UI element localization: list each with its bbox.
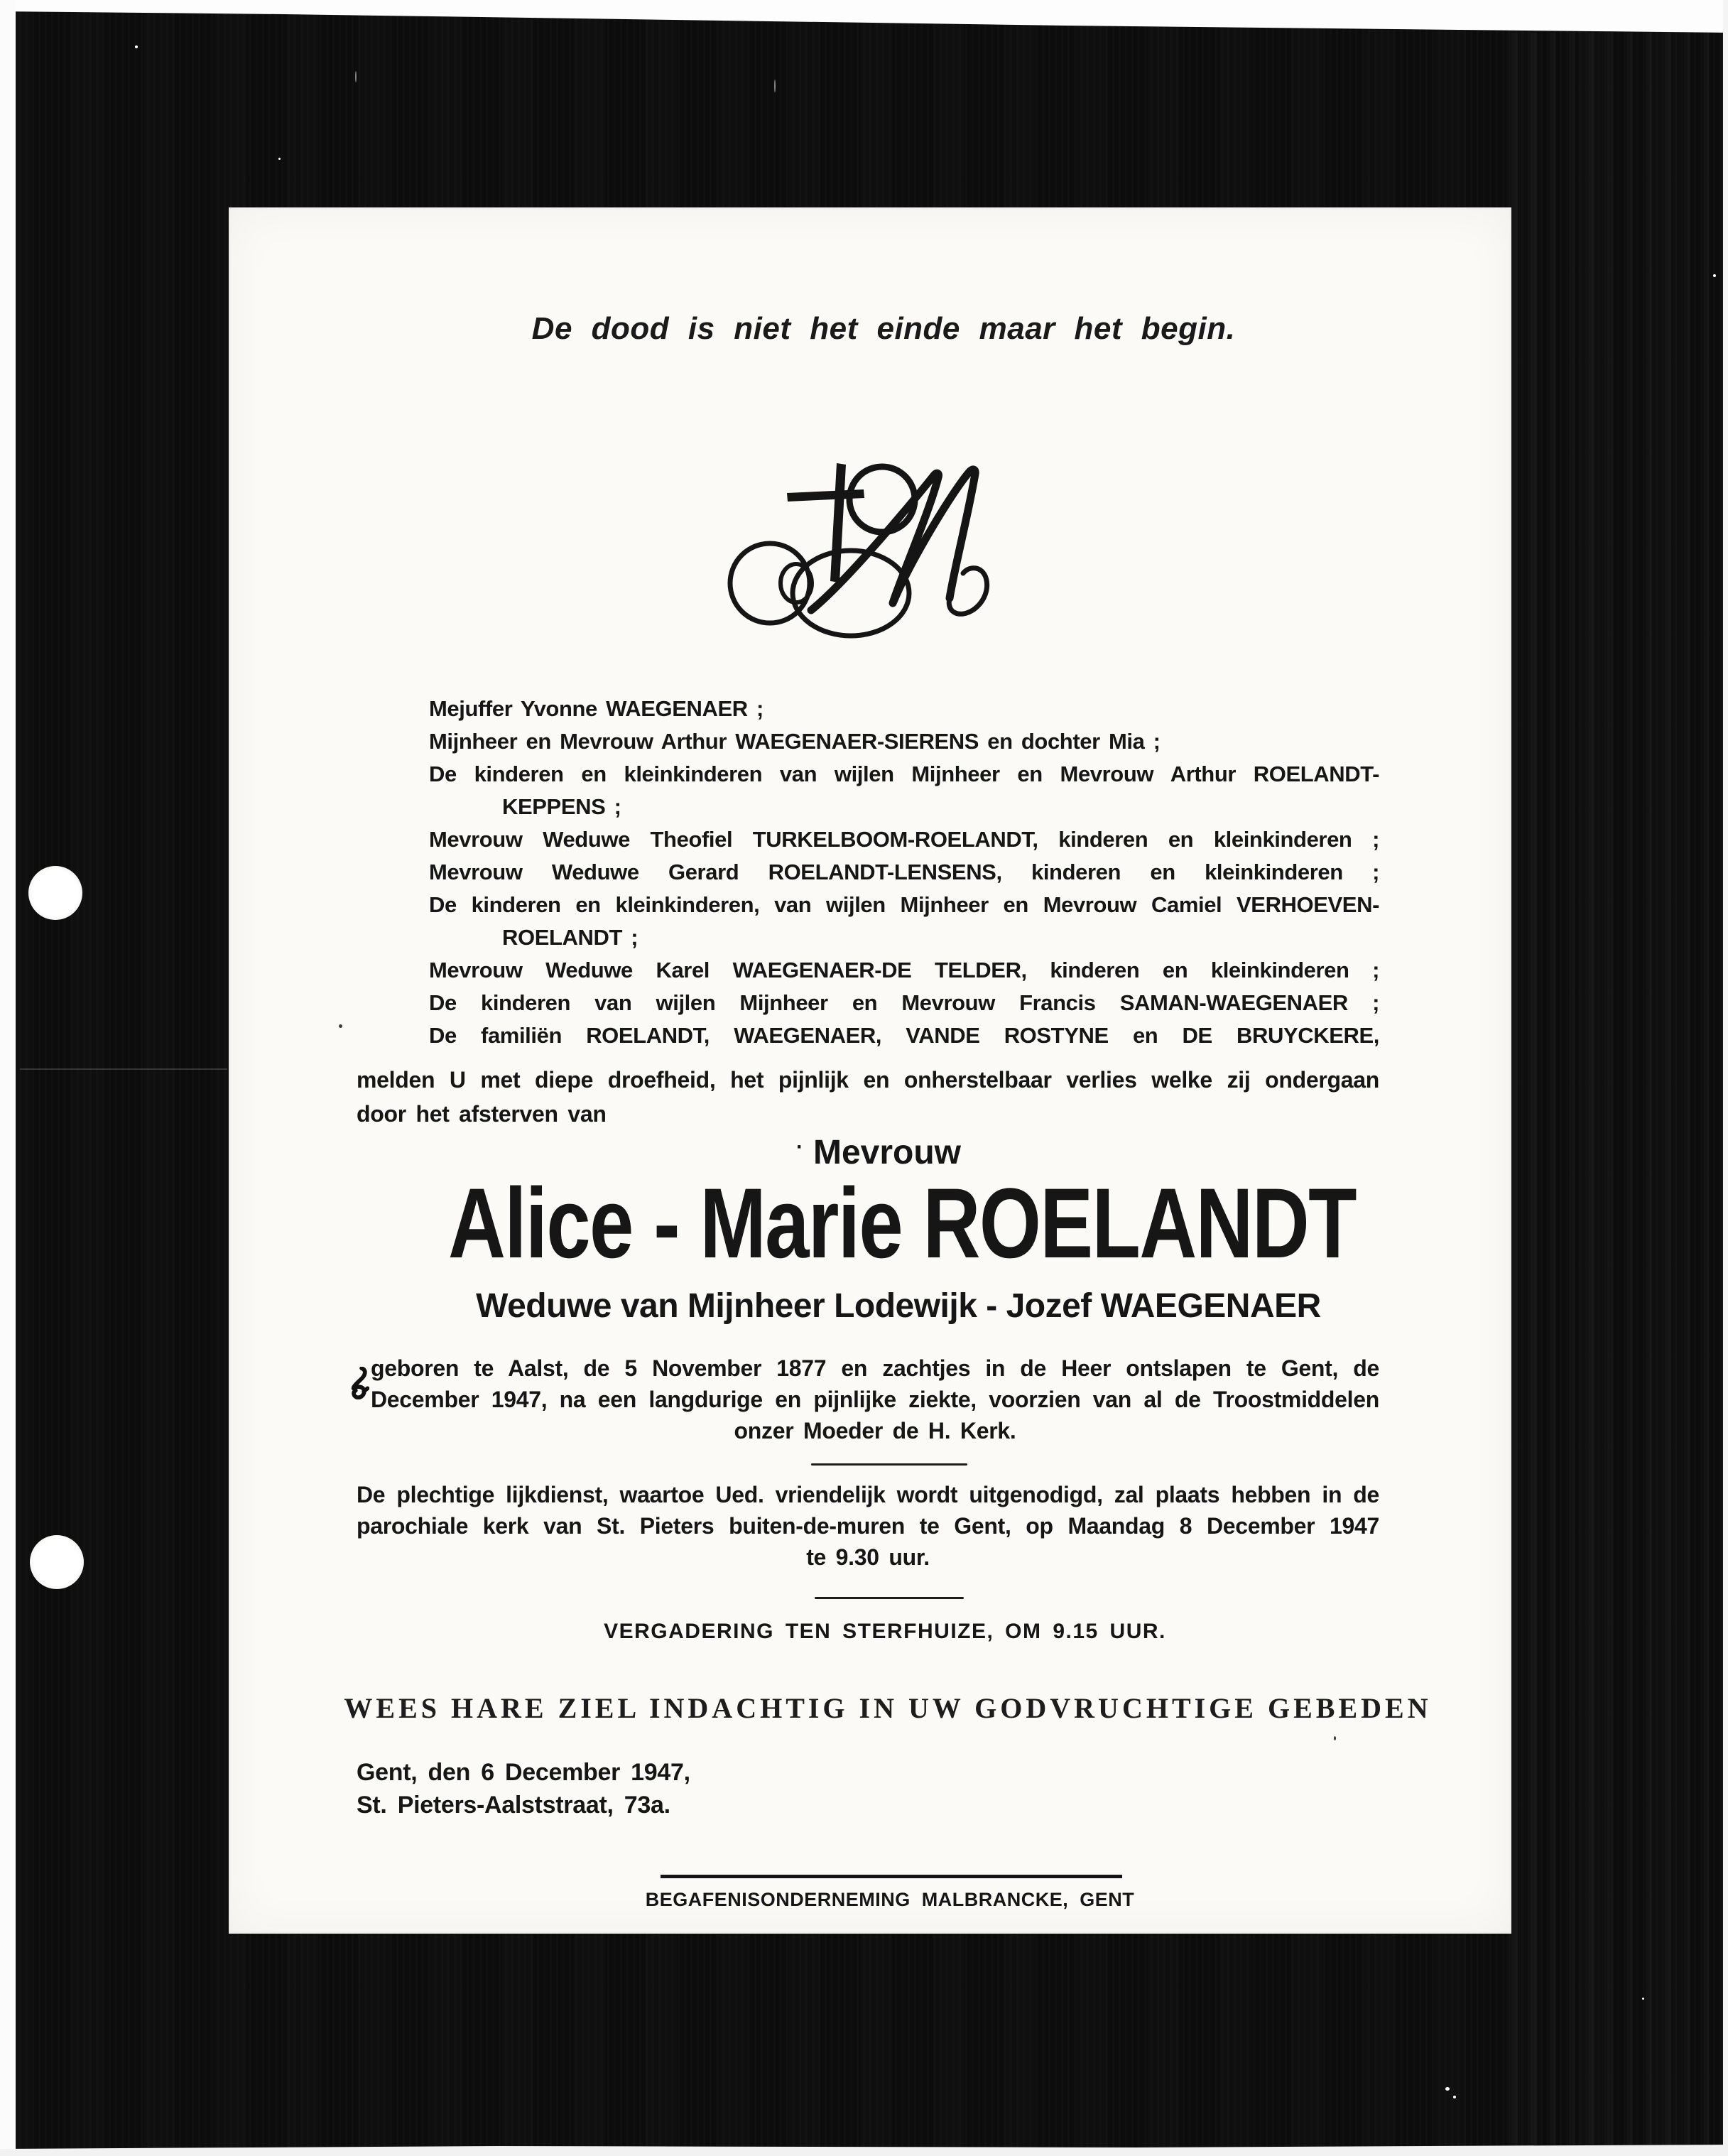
punch-hole-top	[28, 866, 82, 920]
cross-vertical	[830, 463, 846, 583]
life-line: onzer Moeder de H. Kerk.	[734, 1418, 1016, 1443]
deceased-name: Alice - Marie ROELANDT	[448, 1167, 1356, 1279]
life-paragraph	[371, 1353, 1379, 1446]
family-line: De familiën ROELANDT, WAEGENAER, VANDE ROSTYNE en DE BRUYCKERE,	[429, 1023, 1379, 1048]
epigraph-line: De dood is niet het einde maar het begin.	[531, 311, 1236, 346]
undertaker-line: BEGAFENISONDERNEMING MALBRANCKE, GENT	[645, 1889, 1135, 1910]
scan-texture-right	[1511, 33, 1723, 2145]
notice-line: melden U met diepe droefheid, het pijnlijk en onherstelbaar verlies welke zij ondergaan	[357, 1067, 1379, 1093]
scan-edge-top	[0, 0, 1728, 36]
dust-speck	[135, 45, 138, 48]
family-line: Mevrouw Weduwe Karel WAEGENAER-DE TELDER, kinderen en kleinkinderen ;	[429, 958, 1379, 982]
scan-edge-bottom	[0, 2145, 1728, 2156]
ink-speck	[1334, 1736, 1336, 1740]
notice-line: door het afsterven van	[357, 1101, 607, 1127]
cross-monogram-icon	[726, 460, 1024, 639]
title-prefix-label: Mevrouw	[813, 1134, 962, 1171]
footer-rule	[661, 1875, 1122, 1878]
dust-speck	[774, 80, 776, 92]
life-line: December 1947, na een langdurige en pijnlijke ziekte, voorzien van al de Troostmiddelen	[371, 1387, 1379, 1412]
family-line: Mijnheer en Mevrouw Arthur WAEGENAER-SIERENS en dochter Mia ;	[429, 729, 1161, 754]
dateline: Gent, den 6 December 1947,	[357, 1759, 690, 1786]
dust-speck	[1713, 274, 1716, 277]
handwritten-date-numeral	[349, 1367, 369, 1399]
service-paragraph	[357, 1479, 1379, 1573]
family-line: KEPPENS ;	[502, 794, 621, 819]
service-line: De plechtige lijkdienst, waartoe Ued. vriendelijk wordt uitgenodigd, zal plaats hebben in de	[357, 1482, 1379, 1507]
date-address-block	[357, 1756, 1379, 1821]
service-line: parochiale kerk van St. Pieters buiten-de-muren te Gent, op Maandag 8 December 1947	[357, 1513, 1379, 1539]
gathering-line: VERGADERING TEN STERFHUIZE, OM 9.15 UUR.	[604, 1620, 1166, 1643]
dust-speck	[1453, 2096, 1456, 2098]
family-line: De kinderen van wijlen Mijnheer en Mevrouw Francis SAMAN-WAEGENAER ;	[429, 990, 1379, 1015]
punch-hole-bottom	[30, 1535, 84, 1589]
family-line: Mejuffer Yvonne WAEGENAER ;	[429, 696, 764, 721]
widow-line: Weduwe van Mijnheer Lodewijk - Jozef WAEGENAER	[476, 1287, 1321, 1325]
print-dot: ·	[795, 1135, 803, 1159]
dust-speck	[1445, 2087, 1450, 2091]
dust-speck	[355, 71, 357, 82]
monogram-top-loop	[849, 467, 915, 532]
section-divider	[815, 1597, 964, 1599]
family-line: De kinderen en kleinkinderen, van wijlen Mijnheer en Mevrouw Camiel VERHOEVEN-	[429, 892, 1379, 917]
scan-scratch	[20, 1068, 227, 1070]
death-announcement-card	[229, 207, 1511, 1934]
service-line: te 9.30 uur.	[806, 1544, 930, 1570]
scan-edge-left	[0, 0, 16, 2156]
notice-paragraph	[357, 1063, 1379, 1131]
dust-speck	[1642, 1998, 1644, 2000]
prayer-line: WEES HARE ZIEL INDACHTIG IN UW GODVRUCHTIGE GEBEDEN	[344, 1692, 1432, 1724]
ink-speck	[339, 1024, 342, 1028]
address-line: St. Pieters-Aalststraat, 73a.	[357, 1792, 670, 1819]
scan-edge-right	[1723, 0, 1728, 2156]
family-line: Mevrouw Weduwe Gerard ROELANDT-LENSENS, kinderen en kleinkinderen ;	[429, 860, 1379, 884]
family-line: Mevrouw Weduwe Theofiel TURKELBOOM-ROELANDT, kinderen en kleinkinderen ;	[429, 827, 1379, 852]
section-divider	[811, 1463, 967, 1466]
family-line: ROELANDT ;	[502, 925, 639, 950]
dust-speck	[278, 158, 281, 160]
life-line: geboren te Aalst, de 5 November 1877 en zachtjes in de Heer ontslapen te Gent, de	[371, 1355, 1379, 1381]
family-list	[357, 693, 1379, 1052]
family-line: De kinderen en kleinkinderen van wijlen Mijnheer en Mevrouw Arthur ROELANDT-	[429, 762, 1379, 786]
